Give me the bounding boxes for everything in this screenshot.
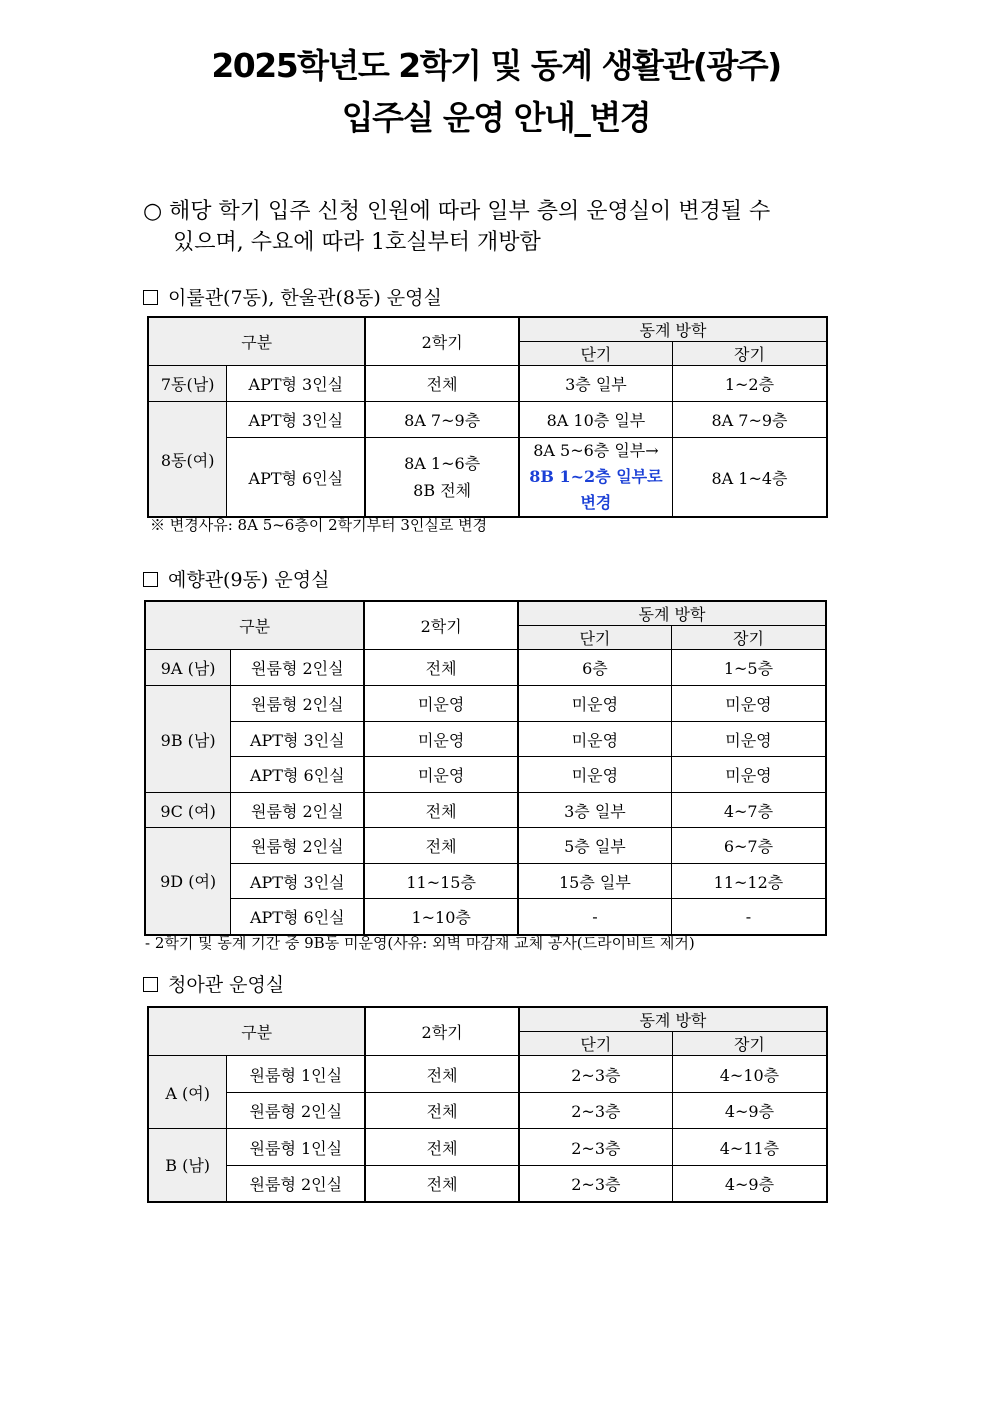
- semester2-cell: 전체: [365, 1166, 518, 1202]
- bldg-cell: 9B (남): [145, 686, 231, 793]
- table-row: [145, 864, 826, 899]
- long-cell: 1~5층: [671, 650, 826, 686]
- header-semester2: 2학기: [364, 601, 518, 650]
- header-category: 구분: [145, 601, 364, 650]
- long-cell: -: [671, 899, 826, 935]
- header-category: 구분: [148, 317, 365, 366]
- table-row: [145, 722, 826, 757]
- header-short: 단기: [518, 626, 671, 650]
- short-change-line: 8B 1~2층 일부로: [529, 467, 663, 486]
- intro-line-1: 해당 학기 입주 신청 인원에 따라 일부 층의 운영실이 변경될 수: [169, 199, 771, 224]
- header-semester2: 2학기: [365, 317, 519, 366]
- table-row: [145, 828, 826, 864]
- long-cell: 4~11층: [672, 1129, 827, 1166]
- semester2-line: 8A 1~6층: [404, 454, 481, 473]
- table-row: [148, 366, 827, 402]
- semester2-cell: 미운영: [364, 686, 518, 722]
- short-cell: 3층 일부: [519, 366, 673, 402]
- section-2-title: 예향관(9동) 운영실: [168, 569, 330, 591]
- room-type-cell: APT형 3인실: [227, 402, 366, 438]
- header-long: 장기: [672, 1032, 827, 1056]
- section-1-title: 이룰관(7동), 한울관(8동) 운영실: [168, 287, 442, 309]
- checkbox-square-icon: [143, 572, 158, 587]
- long-cell: 11~12층: [671, 864, 826, 899]
- semester2-cell: 전체: [364, 650, 518, 686]
- short-cell: 2~3층: [519, 1166, 673, 1202]
- short-cell: -: [518, 899, 671, 935]
- long-cell: 6~7층: [671, 828, 826, 864]
- semester2-cell: 11~15층: [364, 864, 518, 899]
- section-3-title: 청아관 운영실: [168, 974, 285, 996]
- table-row: [148, 1166, 827, 1202]
- semester2-cell: 전체: [365, 366, 519, 402]
- long-cell: 8A 7~9층: [672, 402, 827, 438]
- header-long: 장기: [672, 342, 827, 366]
- semester2-cell: 미운영: [364, 757, 518, 793]
- room-type-cell: 원룸형 2인실: [231, 828, 365, 864]
- header-long: 장기: [671, 626, 826, 650]
- semester2-line: 8B 전체: [413, 481, 472, 500]
- short-cell: 미운영: [518, 722, 671, 757]
- bldg-cell: 9A (남): [145, 650, 231, 686]
- room-type-cell: 원룸형 1인실: [227, 1056, 366, 1093]
- circle-bullet-icon: ○: [143, 199, 163, 224]
- table-row: [145, 650, 826, 686]
- page-title: 2025학년도 2학기 및 동계 생활관(광주): [211, 46, 781, 85]
- table-row: [145, 757, 826, 793]
- header-short: 단기: [519, 342, 673, 366]
- header-category: 구분: [148, 1007, 365, 1056]
- semester2-cell: 전체: [365, 1093, 518, 1129]
- long-cell: 4~7층: [671, 793, 826, 828]
- header-short: 단기: [519, 1032, 673, 1056]
- short-cell: 15층 일부: [518, 864, 671, 899]
- table-row: [148, 1093, 827, 1129]
- checkbox-square-icon: [143, 977, 158, 992]
- table-row: [148, 402, 827, 438]
- checkbox-square-icon: [143, 290, 158, 305]
- table-row: [148, 1129, 827, 1166]
- bldg-cell: 9D (여): [145, 828, 231, 935]
- short-cell: 3층 일부: [518, 793, 671, 828]
- semester2-cell: [365, 438, 519, 518]
- bldg-cell: 9C (여): [145, 793, 231, 828]
- header-semester2: 2학기: [365, 1007, 518, 1056]
- semester2-cell: 미운영: [364, 722, 518, 757]
- short-cell: 8A 10층 일부: [519, 402, 673, 438]
- semester2-cell: 8A 7~9층: [365, 402, 519, 438]
- short-cell: 5층 일부: [518, 828, 671, 864]
- short-cell: 2~3층: [519, 1093, 673, 1129]
- room-type-cell: 원룸형 1인실: [227, 1129, 366, 1166]
- room-type-cell: APT형 6인실: [231, 899, 365, 935]
- page-subtitle: 입주실 운영 안내_변경: [341, 98, 651, 137]
- short-cell: 미운영: [518, 686, 671, 722]
- room-type-cell: 원룸형 2인실: [231, 686, 365, 722]
- header-winter: 동계 방학: [519, 317, 827, 342]
- bldg-cell: 7동(남): [148, 366, 227, 402]
- semester2-cell: 전체: [364, 793, 518, 828]
- long-cell: 8A 1~4층: [672, 438, 827, 518]
- intro-text: [143, 196, 863, 258]
- table-row: [145, 686, 826, 722]
- short-cell: 2~3층: [519, 1056, 673, 1093]
- bldg-cell: B (남): [148, 1129, 227, 1202]
- table-row: [145, 899, 826, 935]
- room-type-cell: APT형 3인실: [227, 366, 366, 402]
- room-type-cell: APT형 3인실: [231, 722, 365, 757]
- room-type-cell: 원룸형 2인실: [227, 1093, 366, 1129]
- header-winter: 동계 방학: [518, 601, 826, 626]
- short-cell: 2~3층: [519, 1129, 673, 1166]
- short-cell: [519, 438, 673, 518]
- table-section-2: [144, 600, 827, 936]
- table-row: [148, 438, 827, 518]
- long-cell: 4~9층: [672, 1093, 827, 1129]
- room-type-cell: APT형 3인실: [231, 864, 365, 899]
- table-section-3: [147, 1006, 828, 1203]
- semester2-cell: 전체: [364, 828, 518, 864]
- room-type-cell: 원룸형 2인실: [231, 793, 365, 828]
- section-1-note: ※ 변경사유: 8A 5~6층이 2학기부터 3인실로 변경: [150, 516, 488, 534]
- long-cell: 미운영: [671, 757, 826, 793]
- short-line: 8A 5~6층 일부→: [533, 441, 659, 460]
- long-cell: 4~10층: [672, 1056, 827, 1093]
- semester2-cell: 전체: [365, 1129, 518, 1166]
- header-winter: 동계 방학: [519, 1007, 827, 1032]
- long-cell: 1~2층: [672, 366, 827, 402]
- semester2-cell: 전체: [365, 1056, 518, 1093]
- short-cell: 6층: [518, 650, 671, 686]
- table-row: [145, 793, 826, 828]
- section-2-note: - 2학기 및 동계 기간 중 9B동 미운영(사유: 외벽 마감재 교체 공사(드라이비트 제거): [145, 934, 695, 952]
- room-type-cell: APT형 6인실: [231, 757, 365, 793]
- short-change-line: 변경: [580, 493, 612, 512]
- section-3-heading: [143, 970, 284, 997]
- long-cell: 4~9층: [672, 1166, 827, 1202]
- long-cell: 미운영: [671, 686, 826, 722]
- section-1-heading: [143, 283, 442, 310]
- table-section-1: [147, 316, 828, 518]
- table-row: [148, 1056, 827, 1093]
- short-cell: 미운영: [518, 757, 671, 793]
- bldg-cell: A (여): [148, 1056, 227, 1129]
- bldg-cell: 8동(여): [148, 402, 227, 518]
- long-cell: 미운영: [671, 722, 826, 757]
- room-type-cell: APT형 6인실: [227, 438, 366, 518]
- room-type-cell: 원룸형 2인실: [227, 1166, 366, 1202]
- intro-line-2: 있으며, 수요에 따라 1호실부터 개방함: [173, 230, 541, 255]
- semester2-cell: 1~10층: [364, 899, 518, 935]
- section-2-heading: [143, 565, 329, 592]
- room-type-cell: 원룸형 2인실: [231, 650, 365, 686]
